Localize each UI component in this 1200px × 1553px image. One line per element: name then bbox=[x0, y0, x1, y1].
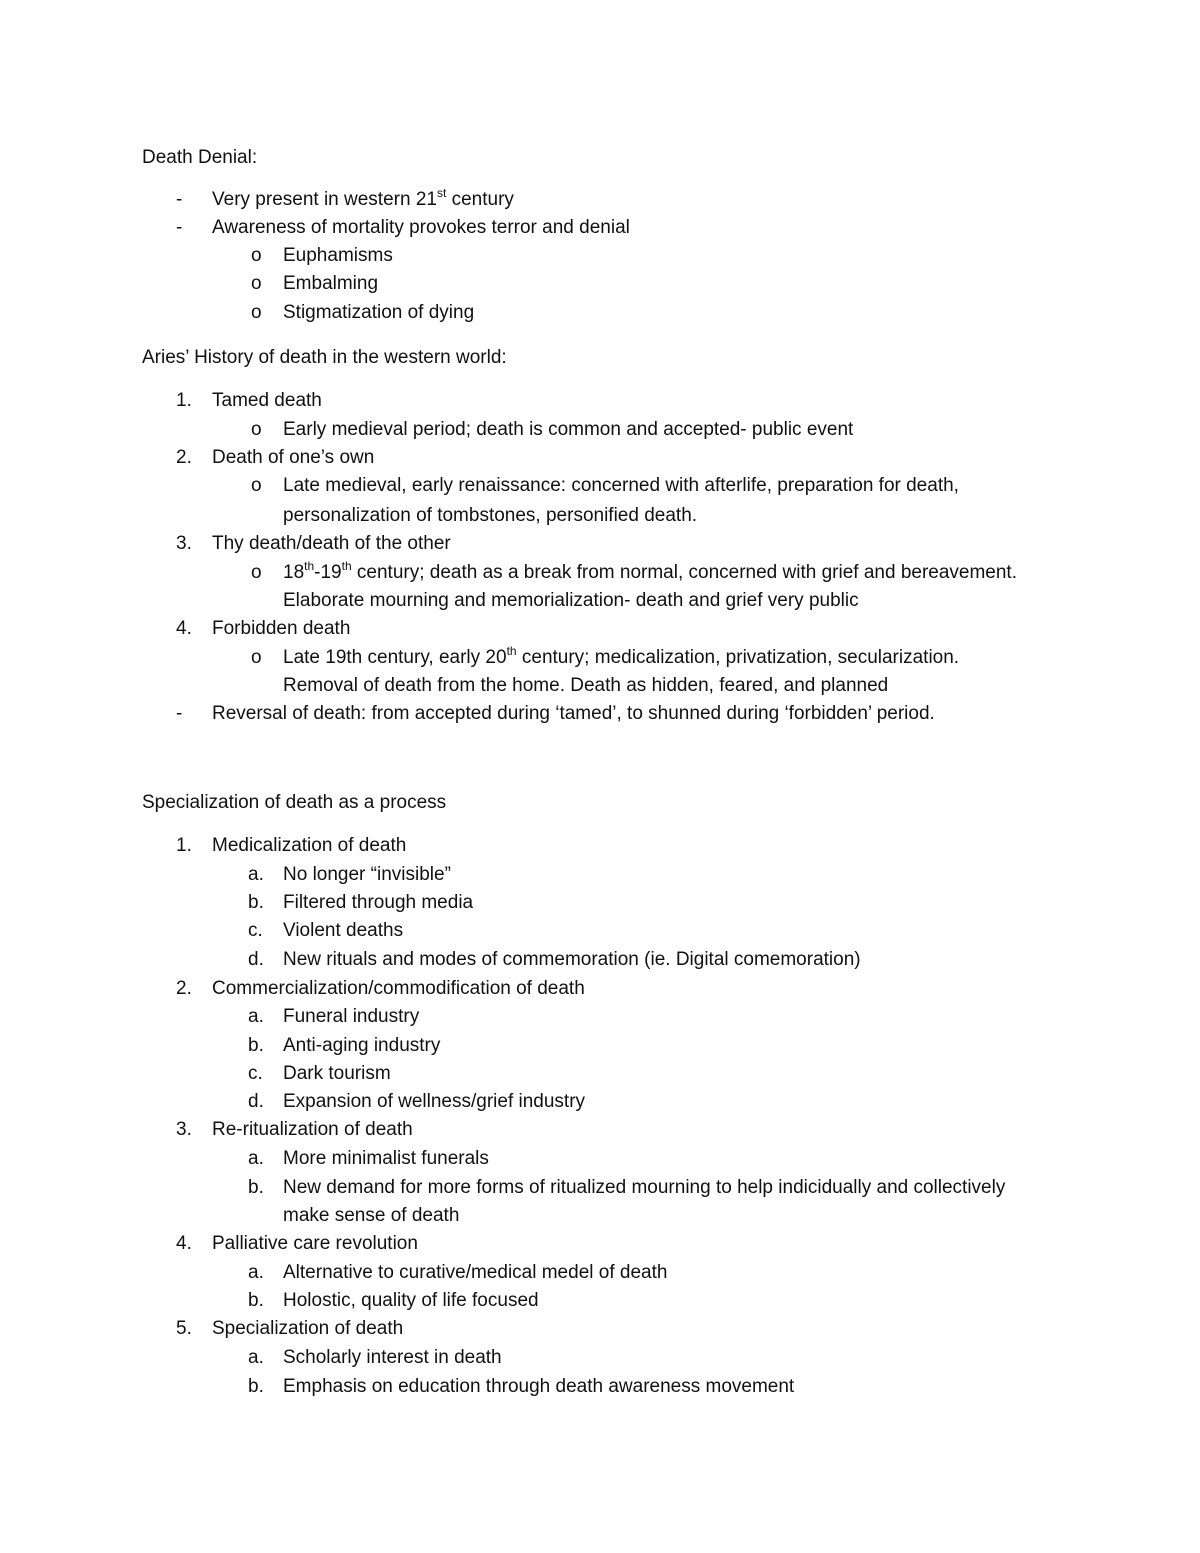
list-item-text: Palliative care revolution bbox=[212, 1233, 418, 1254]
list-letter: b. bbox=[248, 1376, 264, 1397]
sub-item-text: Emphasis on education through death awareness movement bbox=[283, 1376, 795, 1397]
circle-bullet: o bbox=[251, 419, 262, 440]
dash-bullet: - bbox=[176, 703, 183, 724]
list-number: 2. bbox=[176, 978, 192, 999]
list-number: 2. bbox=[176, 447, 192, 468]
sub-bullet-text: 18th-19th century; death as a break from normal, concerned with grief and bereavement. bbox=[283, 558, 1017, 583]
sub-item-text: New rituals and modes of commemoration (ie. Digital comemoration) bbox=[283, 949, 861, 970]
list-letter: b. bbox=[248, 1290, 264, 1311]
sub-item-text: Dark tourism bbox=[283, 1063, 391, 1084]
circle-bullet: o bbox=[251, 273, 262, 294]
sub-item-text: Scholarly interest in death bbox=[283, 1347, 502, 1368]
circle-bullet: o bbox=[251, 647, 262, 668]
circle-bullet: o bbox=[251, 245, 262, 266]
list-item-text: Forbidden death bbox=[212, 618, 351, 639]
list-letter: c. bbox=[248, 920, 263, 941]
list-letter: b. bbox=[248, 1035, 264, 1056]
sub-item-text: Filtered through media bbox=[283, 892, 474, 913]
dash-bullet: - bbox=[176, 189, 183, 210]
sub-bullet-text: Late 19th century, early 20th century; medicalization, privatization, secularization. bbox=[283, 643, 960, 668]
list-number: 3. bbox=[176, 1119, 192, 1140]
sub-bullet-text-continued: personalization of tombstones, personified death. bbox=[283, 505, 698, 526]
list-number: 4. bbox=[176, 1233, 192, 1254]
dash-bullet: - bbox=[176, 217, 183, 238]
list-letter: d. bbox=[248, 949, 264, 970]
sub-item-text: Expansion of wellness/grief industry bbox=[283, 1091, 586, 1112]
list-letter: a. bbox=[248, 1006, 264, 1027]
list-item-text: Death of one’s own bbox=[212, 447, 375, 468]
sub-item-text: Holostic, quality of life focused bbox=[283, 1290, 539, 1311]
circle-bullet: o bbox=[251, 562, 262, 583]
circle-bullet: o bbox=[251, 475, 262, 496]
list-item-text: Specialization of death bbox=[212, 1318, 404, 1339]
list-number: 5. bbox=[176, 1318, 192, 1339]
list-letter: a. bbox=[248, 1262, 264, 1283]
list-item-text: Commercialization/commodification of death bbox=[212, 978, 585, 999]
list-item-text: Tamed death bbox=[212, 390, 322, 411]
list-number: 1. bbox=[176, 390, 192, 411]
sub-item-text: No longer “invisible” bbox=[283, 864, 451, 885]
section-heading-specialization: Specialization of death as a process bbox=[142, 792, 447, 813]
sub-bullet-text: Early medieval period; death is common and accepted- public event bbox=[283, 419, 854, 440]
sub-item-text: Violent deaths bbox=[283, 920, 404, 941]
list-number: 3. bbox=[176, 533, 192, 554]
list-letter: d. bbox=[248, 1091, 264, 1112]
list-number: 1. bbox=[176, 835, 192, 856]
sub-bullet-text: Late medieval, early renaissance: concerned with afterlife, preparation for death, bbox=[283, 475, 959, 496]
section-heading-aries-history: Aries’ History of death in the western world: bbox=[142, 347, 507, 368]
section-heading-death-denial: Death Denial: bbox=[142, 147, 258, 168]
list-letter: b. bbox=[248, 1177, 264, 1198]
list-letter: a. bbox=[248, 1347, 264, 1368]
bullet-text: Awareness of mortality provokes terror and denial bbox=[212, 217, 630, 238]
list-letter: a. bbox=[248, 1148, 264, 1169]
sub-item-text: Funeral industry bbox=[283, 1006, 420, 1027]
bullet-text: Reversal of death: from accepted during ‘tamed’, to shunned during ‘forbidden’ period. bbox=[212, 703, 935, 724]
list-item-text: Re-ritualization of death bbox=[212, 1119, 413, 1140]
list-item-text: Medicalization of death bbox=[212, 835, 407, 856]
list-letter: b. bbox=[248, 892, 264, 913]
sub-item-text-continued: make sense of death bbox=[283, 1205, 460, 1226]
sub-item-text: Alternative to curative/medical medel of death bbox=[283, 1262, 668, 1283]
list-item-text: Thy death/death of the other bbox=[212, 533, 451, 554]
sub-item-text: Anti-aging industry bbox=[283, 1035, 441, 1056]
sub-item-text: New demand for more forms of ritualized mourning to help indicidually and collectively bbox=[283, 1177, 1006, 1198]
sub-bullet-text: Embalming bbox=[283, 273, 379, 294]
circle-bullet: o bbox=[251, 302, 262, 323]
sub-item-text: More minimalist funerals bbox=[283, 1148, 489, 1169]
sub-bullet-text: Stigmatization of dying bbox=[283, 302, 475, 323]
list-letter: c. bbox=[248, 1063, 263, 1084]
bullet-text: Very present in western 21st century bbox=[212, 185, 514, 210]
sub-bullet-text-continued: Removal of death from the home. Death as hidden, feared, and planned bbox=[283, 675, 889, 696]
list-number: 4. bbox=[176, 618, 192, 639]
sub-bullet-text-continued: Elaborate mourning and memorialization- death and grief very public bbox=[283, 590, 859, 611]
list-letter: a. bbox=[248, 864, 264, 885]
sub-bullet-text: Euphamisms bbox=[283, 245, 393, 266]
